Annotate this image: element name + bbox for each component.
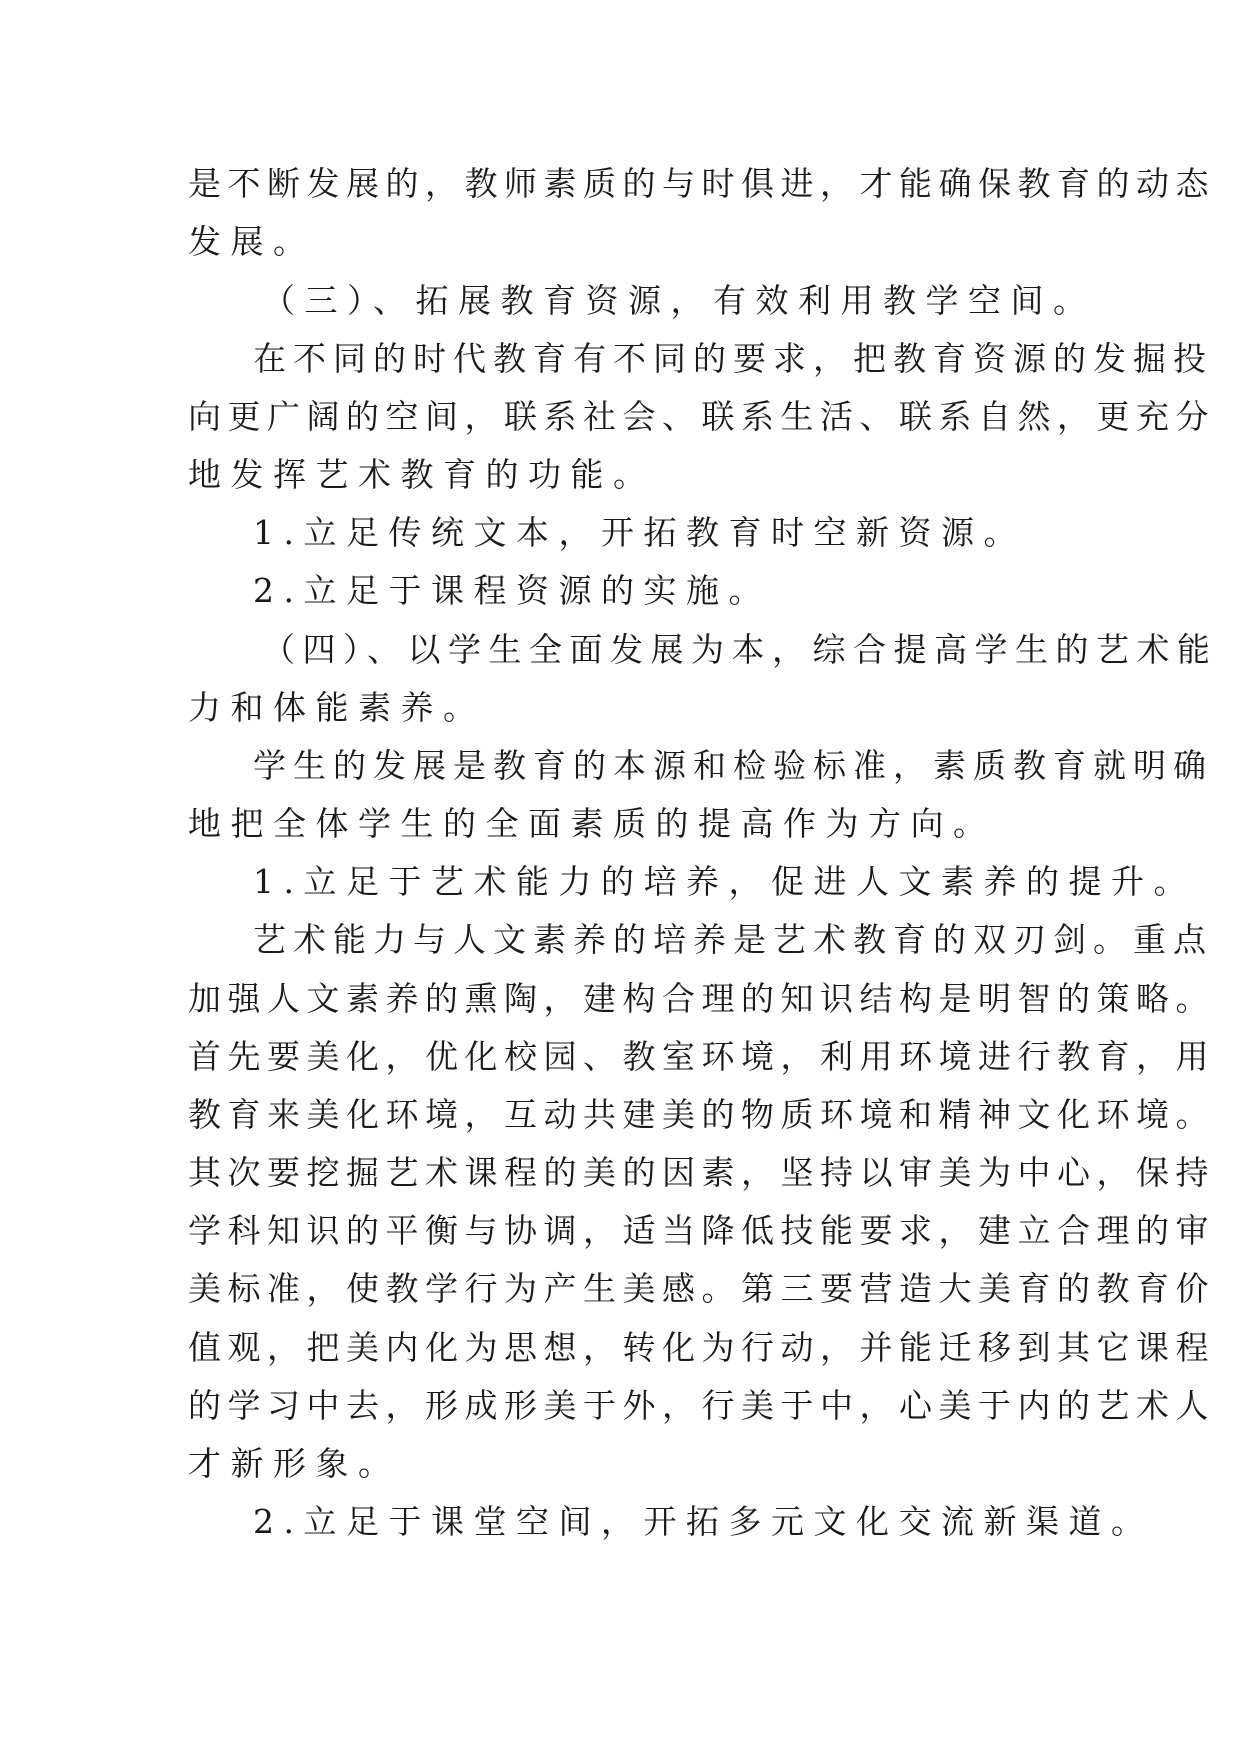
text-line: 是不断发展的，教师素质的与时俱进，才能确保教育的动态 [188,164,1215,203]
text-line: 学生的发展是教育的本源和检验标准，素质教育就明确 [253,746,1213,785]
section-heading: （四）、以学生全面发展为本，综合提高学生的艺术能 [262,630,1218,669]
text-line: 力和体能素养。 [188,688,486,727]
text-line: 首先要美化，优化校园、教室环境，利用环境进行教育，用 [188,1037,1215,1076]
text-line: 加强人文素养的熏陶，建构合理的知识结构是明智的策略。 [188,979,1215,1018]
text-line: 发展。 [188,222,316,261]
text-line: 学科知识的平衡与协调，适当降低技能要求，建立合理的审 [188,1211,1215,1250]
text-line: 的学习中去，形成形美于外，行美于中，心美于内的艺术人 [188,1386,1215,1425]
section-heading: （三）、拓展教育资源，有效利用教学空间。 [262,281,1096,320]
text-line: 在不同的时代教育有不同的要求，把教育资源的发掘投 [253,339,1213,378]
text-line: 地把全体学生的全面素质的提高作为方向。 [188,804,996,843]
text-line: 艺术能力与人文素养的培养是艺术教育的双刃剑。重点 [253,920,1213,959]
text-line: 美标准，使教学行为产生美感。第三要营造大美育的教育价 [188,1269,1215,1308]
text-line: 向更广阔的空间，联系社会、联系生活、联系自然，更充分 [188,397,1215,436]
list-item: 2.立足于课堂空间，开拓多元文化交流新渠道。 [253,1502,1154,1541]
list-item: 1.立足于艺术能力的培养，促进人文素养的提升。 [253,862,1196,901]
list-item: 2.立足于课程资源的实施。 [253,571,771,610]
text-line: 才新形象。 [188,1444,401,1483]
text-line: 教育来美化环境，互动共建美的物质环境和精神文化环境。 [188,1095,1215,1134]
text-line: 地发挥艺术教育的功能。 [188,455,656,494]
list-item: 1.立足传统文本，开拓教育时空新资源。 [253,513,1026,552]
text-line: 值观，把美内化为思想，转化为行动，并能迁移到其它课程 [188,1328,1215,1367]
text-line: 其次要挖掘艺术课程的美的因素，坚持以审美为中心，保持 [188,1153,1215,1192]
